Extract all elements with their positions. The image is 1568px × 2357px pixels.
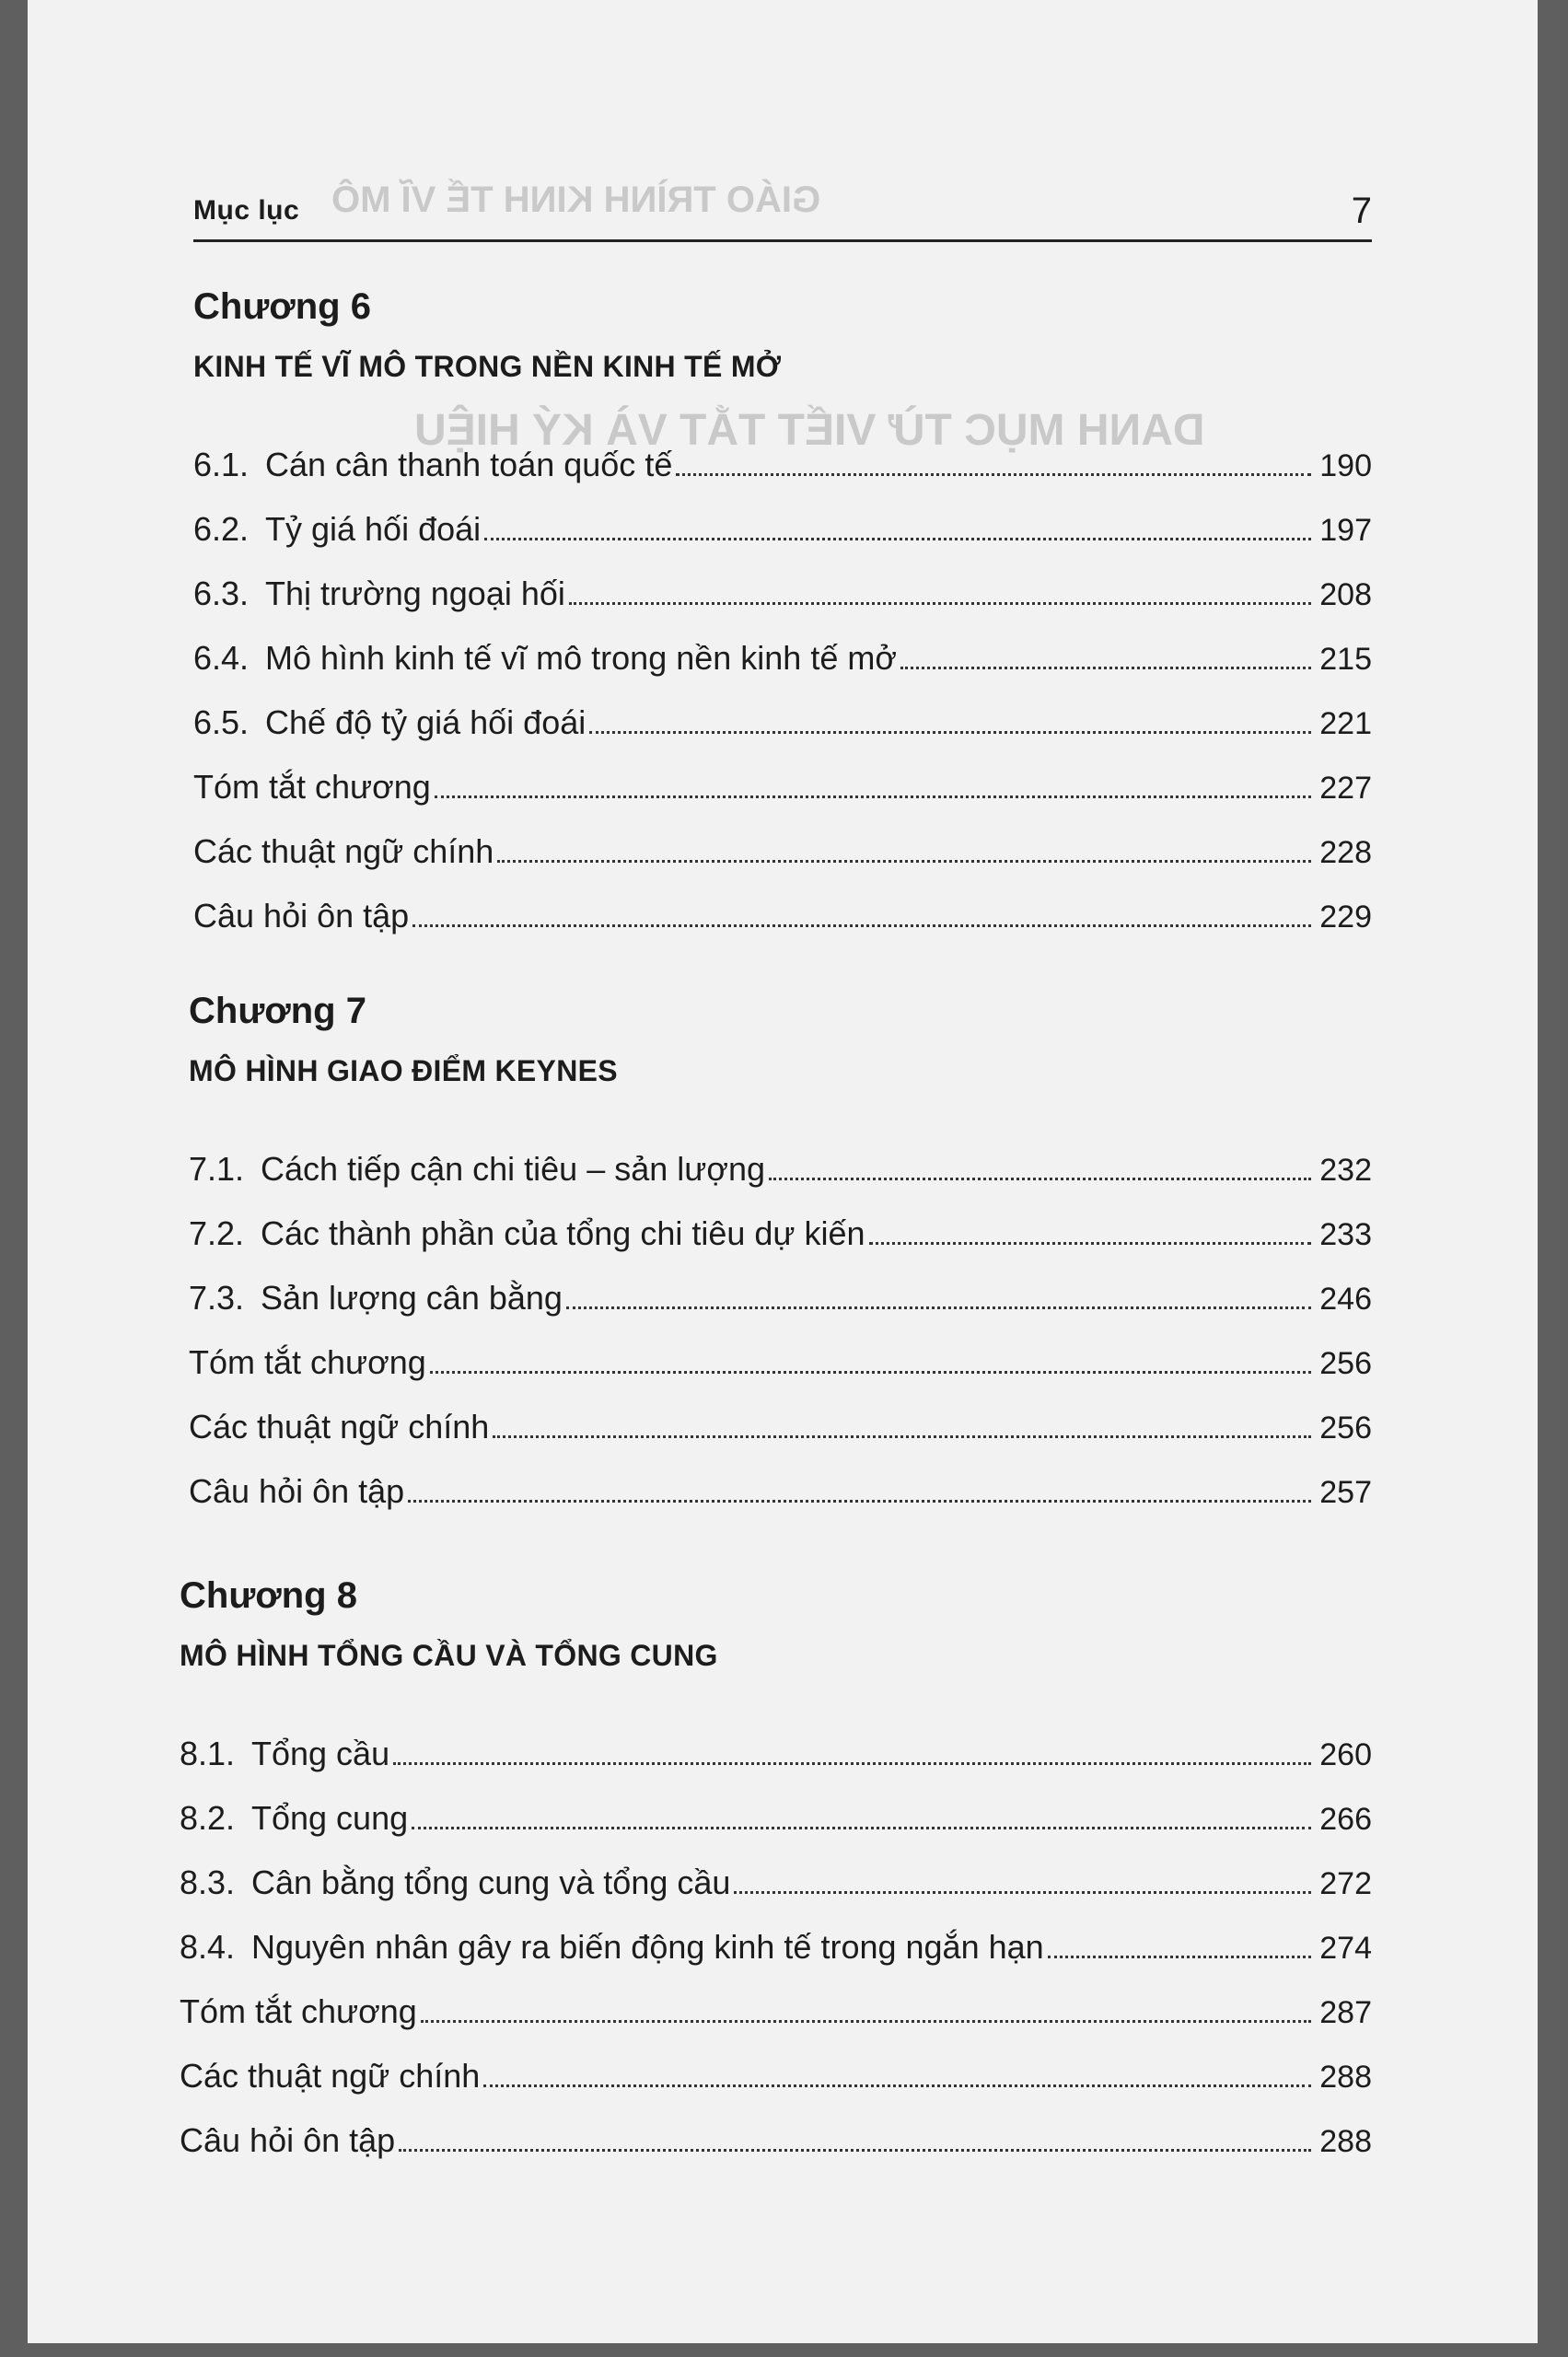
toc-entry[interactable]: [193, 549, 1372, 613]
toc-entry[interactable]: [193, 484, 1372, 549]
entry-label: Tổng cầu: [251, 1735, 390, 1772]
entry-label: Các thuật ngữ chính: [193, 832, 494, 870]
dot-leader: [497, 860, 1311, 863]
header-page-number: 7: [1351, 191, 1372, 231]
header-title: Mục lục: [193, 195, 300, 226]
dot-leader: [435, 795, 1311, 798]
dot-leader: [769, 1178, 1311, 1180]
entry-page: 215: [1319, 642, 1372, 677]
entry-number: 8.3.: [180, 1864, 236, 1901]
entry-label: Tóm tắt chương: [193, 768, 431, 806]
toc-entry[interactable]: [180, 1709, 1372, 1773]
entry-label: Câu hỏi ôn tập: [193, 897, 410, 935]
entry-page: 229: [1319, 900, 1372, 935]
show-through-text: GIÁO TRÌNH KINH TẾ VĨ MÔ: [331, 180, 821, 220]
entry-page: 288: [1319, 2124, 1372, 2159]
entry-number: 6.5.: [193, 703, 250, 741]
entry-label: Cách tiếp cận chi tiêu – sản lượng: [261, 1150, 766, 1188]
toc-entry[interactable]: [180, 1838, 1372, 1902]
entry-page: 246: [1319, 1282, 1372, 1317]
dot-leader: [493, 1435, 1311, 1438]
entry-number: 7.3.: [189, 1279, 245, 1317]
toc-entry[interactable]: [193, 807, 1372, 871]
dot-leader: [589, 731, 1311, 734]
entry-number: 6.1.: [193, 446, 250, 483]
chapter-number: Chương 6: [193, 286, 371, 327]
toc-entries: [180, 1709, 1372, 2160]
entry-page: 227: [1319, 771, 1372, 806]
running-header: [193, 175, 1372, 242]
toc-entry[interactable]: [189, 1253, 1372, 1318]
dot-leader: [421, 2020, 1311, 2023]
entry-label: Tỷ giá hối đoái: [265, 510, 482, 548]
dot-leader: [412, 1827, 1311, 1829]
entry-number: 7.1.: [189, 1150, 245, 1188]
entry-page: 288: [1319, 2060, 1372, 2095]
toc-entry[interactable]: [180, 2031, 1372, 2096]
dot-leader: [1048, 1956, 1311, 1958]
entry-label: Nguyên nhân gây ra biến động kinh tế trong ngắn hạn: [251, 1928, 1044, 1966]
entry-number: 8.1.: [180, 1735, 236, 1772]
entry-page: 257: [1319, 1475, 1372, 1510]
dot-leader: [676, 473, 1311, 476]
entry-number: 6.2.: [193, 510, 250, 548]
toc-entry[interactable]: [189, 1446, 1372, 1511]
chapter-8: [180, 1574, 1372, 2160]
chapter-number: Chương 7: [189, 991, 366, 1031]
entry-label: Sản lượng cân bằng: [261, 1279, 563, 1317]
entry-page: 256: [1319, 1346, 1372, 1381]
toc-entry[interactable]: [180, 2096, 1372, 2160]
entry-page: 260: [1319, 1737, 1372, 1772]
entry-page: 233: [1319, 1217, 1372, 1252]
entry-label: Các thuật ngữ chính: [180, 2057, 481, 2095]
toc-entry[interactable]: [180, 1902, 1372, 1967]
entry-number: 6.4.: [193, 639, 250, 677]
toc-entry[interactable]: [193, 871, 1372, 935]
dot-leader: [869, 1242, 1311, 1245]
entry-page: 228: [1319, 835, 1372, 870]
show-through-text: DANH MỤC TỪ VIẾT TẮT VÀ KÝ HIỆU: [414, 406, 1205, 455]
entry-label: Chế độ tỷ giá hối đoái: [265, 703, 587, 741]
chapter-6: [193, 285, 1372, 935]
toc-entry[interactable]: [180, 1967, 1372, 2031]
entry-label: Tổng cung: [251, 1799, 409, 1837]
entry-page: 266: [1319, 1802, 1372, 1837]
dot-leader: [412, 924, 1311, 927]
entry-label: Cân bằng tổng cung và tổng cầu: [251, 1864, 731, 1901]
toc-entry[interactable]: [193, 613, 1372, 678]
dot-leader: [566, 1306, 1311, 1309]
entry-label: Tóm tắt chương: [189, 1343, 426, 1381]
entry-page: 197: [1319, 513, 1372, 548]
entry-label: Các thuật ngữ chính: [189, 1408, 490, 1446]
dot-leader: [430, 1371, 1311, 1374]
dot-leader: [569, 602, 1311, 605]
entry-number: 6.3.: [193, 575, 250, 612]
entry-label: Các thành phần của tổng chi tiêu dự kiến: [261, 1214, 865, 1252]
entry-page: 221: [1319, 706, 1372, 741]
toc-entry[interactable]: [193, 742, 1372, 807]
toc-entry[interactable]: [189, 1124, 1372, 1189]
book-page: [28, 0, 1538, 2343]
chapter-7: [189, 990, 1372, 1511]
chapter-title: MÔ HÌNH GIAO ĐIỂM KEYNES: [189, 1054, 618, 1087]
entry-label: Tóm tắt chương: [180, 1992, 417, 2030]
dot-leader: [900, 667, 1311, 669]
entry-label: Câu hỏi ôn tập: [189, 1472, 405, 1510]
entry-page: 256: [1319, 1411, 1372, 1446]
entry-number: 8.4.: [180, 1928, 236, 1966]
dot-leader: [408, 1500, 1311, 1503]
toc-entries: [193, 420, 1372, 935]
toc-entry[interactable]: [189, 1318, 1372, 1382]
entry-page: 190: [1319, 448, 1372, 483]
entry-label: Câu hỏi ôn tập: [180, 2121, 396, 2159]
chapter-number: Chương 8: [180, 1575, 357, 1616]
entry-page: 287: [1319, 1995, 1372, 2030]
entry-page: 272: [1319, 1866, 1372, 1901]
dot-leader: [484, 538, 1311, 540]
dot-leader: [399, 2149, 1311, 2152]
chapter-title: KINH TẾ VĨ MÔ TRONG NỀN KINH TẾ MỞ: [193, 350, 782, 383]
toc-entries: [189, 1124, 1372, 1511]
entry-number: 8.2.: [180, 1799, 236, 1837]
entry-page: 208: [1319, 577, 1372, 612]
toc-entry[interactable]: [193, 678, 1372, 742]
dot-leader: [393, 1762, 1311, 1765]
toc-entry[interactable]: [180, 1773, 1372, 1838]
entry-number: 7.2.: [189, 1214, 245, 1252]
toc-entry[interactable]: [189, 1189, 1372, 1253]
dot-leader: [734, 1891, 1311, 1894]
entry-page: 274: [1319, 1931, 1372, 1966]
entry-page: 232: [1319, 1153, 1372, 1188]
toc-entry[interactable]: [189, 1382, 1372, 1446]
toc-entry[interactable]: [193, 420, 1372, 484]
entry-label: Cán cân thanh toán quốc tế: [265, 446, 673, 483]
dot-leader: [483, 2084, 1311, 2087]
entry-label: Thị trường ngoại hối: [265, 575, 565, 612]
entry-label: Mô hình kinh tế vĩ mô trong nền kinh tế mở: [265, 639, 897, 677]
chapter-title: MÔ HÌNH TỔNG CẦU VÀ TỔNG CUNG: [180, 1639, 718, 1672]
